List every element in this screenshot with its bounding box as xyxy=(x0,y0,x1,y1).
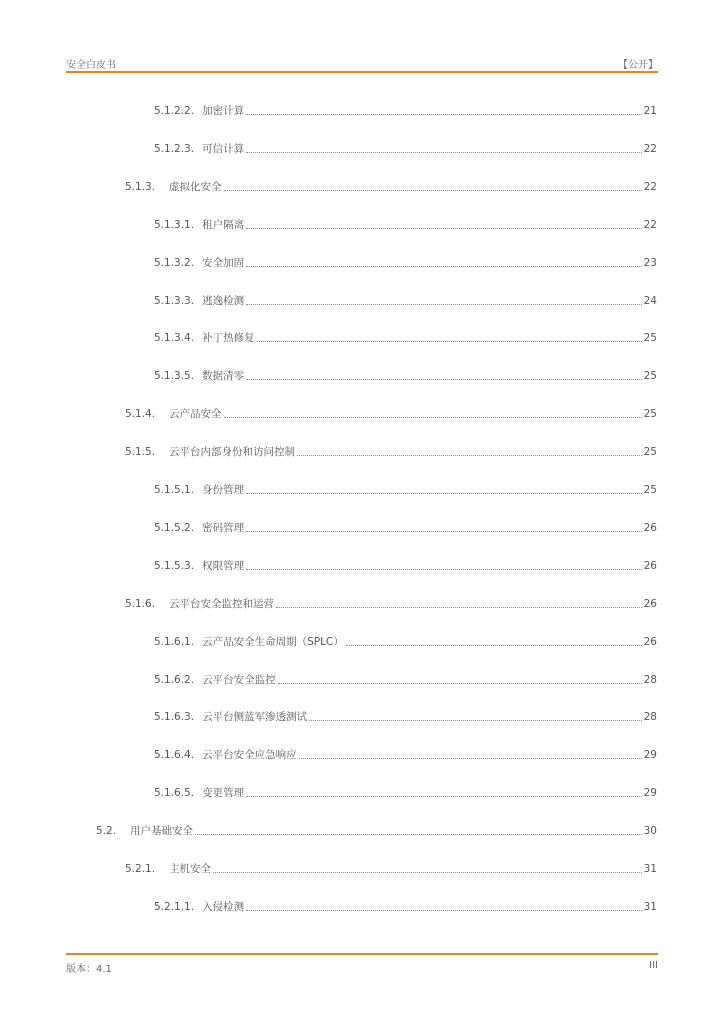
toc-entry-page: 28 xyxy=(643,711,657,724)
classification-label: 【公开】 xyxy=(618,60,658,71)
toc-leader-dots xyxy=(224,190,642,191)
toc-entry-title: 补丁热修复 xyxy=(202,332,255,345)
toc-leader-dots xyxy=(195,834,642,835)
toc-entry-title: 密码管理 xyxy=(202,521,245,534)
toc-leader-dots xyxy=(276,607,642,608)
toc-entry-title: 云产品安全生命周期（SPLC） xyxy=(202,635,344,648)
toc-entry-number: 5.1.3.4. xyxy=(154,332,195,345)
toc-entry[interactable] xyxy=(154,214,657,232)
toc-entry[interactable] xyxy=(125,403,657,421)
toc-entry-title: 逃逸检测 xyxy=(202,294,245,307)
toc-entry[interactable] xyxy=(154,555,657,573)
toc-entry[interactable] xyxy=(154,782,657,800)
toc-entry[interactable] xyxy=(154,896,657,914)
toc-entry-number: 5.1.3.1. xyxy=(154,218,195,231)
page-footer xyxy=(66,960,658,976)
toc-entry-number: 5.1.5. xyxy=(125,446,156,459)
toc-entry-page: 21 xyxy=(643,105,657,117)
toc-leader-dots xyxy=(224,417,642,418)
toc-leader-dots xyxy=(346,645,642,646)
toc-entry-page: 26 xyxy=(643,559,657,572)
toc-entry-page: 25 xyxy=(643,332,657,345)
toc-entry-number: 5.1.3.3. xyxy=(154,294,195,307)
version-label: 版本：4.1 xyxy=(66,964,112,975)
toc-leader-dots xyxy=(246,531,642,532)
toc-entry-number: 5.1.6.2. xyxy=(154,673,195,686)
toc-entry-page: 22 xyxy=(643,218,657,231)
toc-entry-page: 26 xyxy=(643,521,657,534)
toc-leader-dots xyxy=(246,569,642,570)
toc-entry-title: 云平台安全监控和运营 xyxy=(169,597,274,610)
toc-entry-number: 5.1.6.5. xyxy=(154,787,195,800)
toc-leader-dots xyxy=(246,796,642,797)
page-number: III xyxy=(649,960,658,971)
toc-entry[interactable] xyxy=(154,138,657,156)
toc-entry[interactable] xyxy=(125,858,657,876)
toc-entry-page: 25 xyxy=(643,484,657,496)
toc-entry-title: 加密计算 xyxy=(202,105,245,117)
toc-entry-page: 31 xyxy=(643,900,657,913)
toc-entry-number: 5.2.1.1. xyxy=(154,900,195,913)
toc-entry-page: 25 xyxy=(643,408,657,421)
toc-entry[interactable] xyxy=(125,176,657,194)
header-divider xyxy=(66,71,658,73)
toc-entry-page: 25 xyxy=(643,446,657,459)
toc-leader-dots xyxy=(299,758,642,759)
toc-entry-number: 5.2.1. xyxy=(125,863,156,875)
toc-entry[interactable] xyxy=(154,517,657,535)
toc-leader-dots xyxy=(246,114,642,115)
toc-entry-number: 5.1.5.1. xyxy=(154,484,195,496)
toc-entry[interactable] xyxy=(96,820,657,838)
toc-entry-number: 5.1.5.2. xyxy=(154,521,195,534)
toc-entry-page: 26 xyxy=(643,635,657,648)
toc-entry-title: 主机安全 xyxy=(169,863,211,875)
toc-leader-dots xyxy=(246,493,642,494)
toc-entry-title: 变更管理 xyxy=(202,787,245,800)
footer-divider xyxy=(66,953,658,955)
toc-entry[interactable] xyxy=(154,365,657,383)
toc-entry[interactable] xyxy=(154,631,657,649)
toc-entry-page: 26 xyxy=(643,597,657,610)
toc-entry-title: 安全加固 xyxy=(202,256,245,269)
toc-entry[interactable] xyxy=(125,593,657,611)
toc-entry[interactable] xyxy=(154,706,657,724)
toc-entry-number: 5.1.3. xyxy=(125,180,156,193)
toc-entry-page: 30 xyxy=(643,825,657,838)
toc-entry-page: 25 xyxy=(643,370,657,383)
toc-leader-dots xyxy=(246,304,642,305)
toc-entry[interactable] xyxy=(154,744,657,762)
toc-leader-dots xyxy=(246,266,642,267)
toc-entry-title: 权限管理 xyxy=(202,559,245,572)
toc-leader-dots xyxy=(278,683,642,684)
toc-entry[interactable] xyxy=(154,290,657,308)
toc-leader-dots xyxy=(246,910,642,911)
toc-entry[interactable] xyxy=(154,327,657,345)
toc-entry-title: 云平台内部身份和访问控制 xyxy=(169,446,295,459)
toc-entry-page: 28 xyxy=(643,673,657,686)
toc-leader-dots xyxy=(246,379,642,380)
toc-entry-number: 5.1.6. xyxy=(125,597,156,610)
toc-entry-page: 24 xyxy=(643,294,657,307)
toc-leader-dots xyxy=(297,455,642,456)
toc-entry[interactable] xyxy=(154,100,657,118)
toc-leader-dots xyxy=(309,720,642,721)
toc-entry-title: 入侵检测 xyxy=(202,900,245,913)
toc-entry-number: 5.1.4. xyxy=(125,408,156,421)
toc-entry-title: 用户基础安全 xyxy=(130,825,193,838)
toc-entry-number: 5.1.6.1. xyxy=(154,635,195,648)
document-title: 安全白皮书 xyxy=(66,60,116,71)
toc-entry-title: 租户隔离 xyxy=(202,218,245,231)
toc-entry-title: 可信计算 xyxy=(202,142,245,155)
toc-leader-dots xyxy=(246,228,642,229)
toc-leader-dots xyxy=(213,872,642,873)
toc-entry-page: 29 xyxy=(643,749,657,762)
toc-entry[interactable] xyxy=(154,252,657,270)
toc-entry[interactable] xyxy=(154,669,657,687)
toc-entry-title: 身份管理 xyxy=(202,484,245,496)
toc-entry-number: 5.2. xyxy=(96,825,117,838)
toc-entry-number: 5.1.3.2. xyxy=(154,256,195,269)
toc-entry-page: 22 xyxy=(643,142,657,155)
toc-entry-title: 虚拟化安全 xyxy=(169,180,222,193)
toc-entry-page: 23 xyxy=(643,256,657,269)
toc-entry-number: 5.1.3.5. xyxy=(154,370,195,383)
toc-entry-number: 5.1.2.3. xyxy=(154,142,195,155)
toc-entry-page: 22 xyxy=(643,180,657,193)
toc-entry[interactable] xyxy=(154,479,657,497)
toc-entry-number: 5.1.5.3. xyxy=(154,559,195,572)
toc-entry-page: 29 xyxy=(643,787,657,800)
toc-entry-title: 云平台安全应急响应 xyxy=(202,749,297,762)
toc-entry-number: 5.1.6.4. xyxy=(154,749,195,762)
toc-entry-title: 数据清零 xyxy=(202,370,245,383)
toc-entry-title: 云产品安全 xyxy=(169,408,222,421)
toc-entry-number: 5.1.6.3. xyxy=(154,711,195,724)
toc-entry-title: 云平台侧蓝军渗透测试 xyxy=(202,711,308,724)
toc-leader-dots xyxy=(246,152,642,153)
toc-leader-dots xyxy=(257,341,642,342)
toc-entry[interactable] xyxy=(125,441,657,459)
toc-entry-page: 31 xyxy=(643,863,657,875)
toc-entry-number: 5.1.2.2. xyxy=(154,105,195,117)
toc-entry-title: 云平台安全监控 xyxy=(202,673,276,686)
